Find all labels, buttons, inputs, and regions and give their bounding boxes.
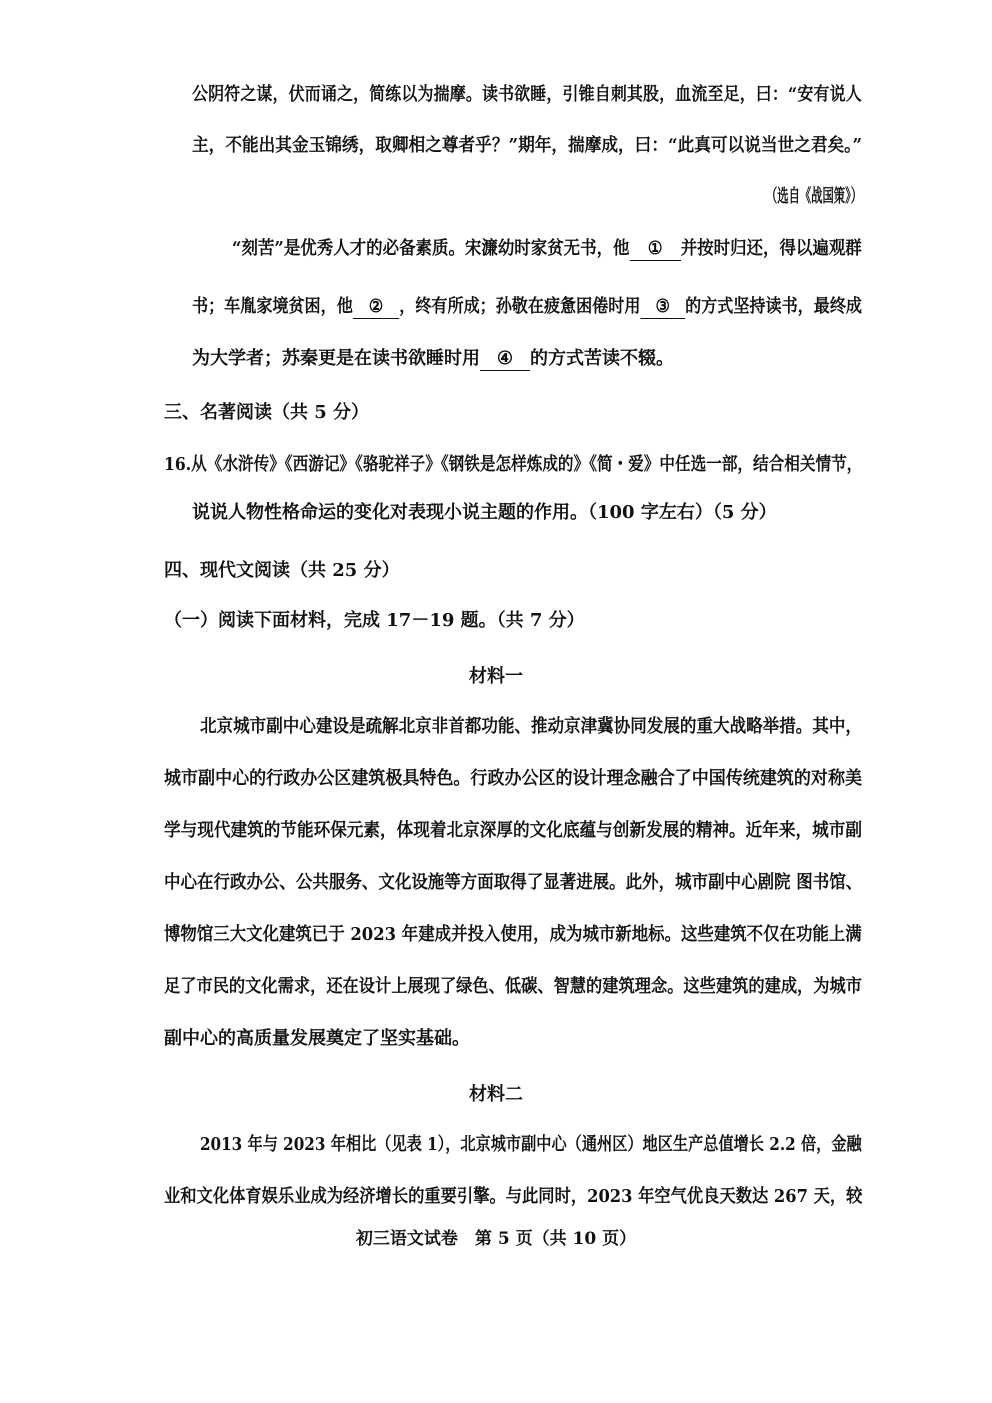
material-2-line: 业和文化体育娱乐业成为经济增长的重要引擎。与此同时，2023 年空气优良天数达 267 天，较: [164, 1186, 863, 1207]
blank-2: ②: [353, 296, 399, 319]
section-4-heading: 四、现代文阅读（共 25 分）: [164, 560, 400, 581]
material-2-line: 2013 年与 2023 年相比（见表 1），北京城市副中心（通州区）地区生产总值增长 2.2 倍，金融: [200, 1134, 862, 1155]
material-1-line: 副中心的高质量发展奠定了坚实基础。: [164, 1028, 470, 1049]
material-1-line: 城市副中心的行政办公区建筑极具特色。行政办公区的设计理念融合了中国传统建筑的对称美: [164, 768, 863, 789]
page-footer: 初三语文试卷 第 5 页（共 10 页）: [355, 1229, 637, 1249]
excerpt-line-1: 公阴符之谋，伏而诵之，简练以为揣摩。读书欲睡，引锥自刺其股，血流至足，曰：“安有说人: [192, 84, 862, 105]
question-16-line-1: 16.从《水浒传》《西游记》《骆驼祥子》《钢铁是怎样炼成的》《简・爱》中任选一部，结合相关情节，: [164, 454, 863, 475]
material-2-title: 材料二: [469, 1084, 523, 1105]
material-1-line: 足了市民的文化需求，还在设计上展现了绿色、低碳、智慧的建筑理念。这些建筑的建成，为城市: [164, 976, 862, 997]
summary-line-3: [192, 346, 674, 372]
summary-text: 的方式坚持读书，最终成: [685, 296, 862, 317]
material-1-line: 北京城市副中心建设是疏解北京非首都功能、推动京津冀协同发展的重大战略举措。其中，: [200, 716, 862, 737]
excerpt-line-2: 主，不能出其金玉锦绣，取卿相之尊者乎？”期年，揣摩成，曰：“此真可以说当世之君矣。”: [192, 135, 863, 156]
summary-line-2: [192, 294, 862, 320]
blank-1: ①: [630, 238, 681, 261]
blank-4: ④: [480, 348, 530, 371]
summary-text: 并按时归还，得以遍观群: [680, 238, 862, 259]
excerpt-source: （选自《战国策》）: [766, 186, 863, 207]
summary-text: 的方式苦读不辍。: [530, 348, 674, 369]
summary-text: “刻苦”是优秀人才的必备素质。宋濂幼时家贫无书，他: [232, 238, 630, 259]
material-1-title: 材料一: [469, 666, 523, 687]
section-4-subheading: （一）阅读下面材料，完成 17－19 题。（共 7 分）: [164, 610, 585, 631]
summary-line-1: [232, 236, 862, 262]
material-1-line: 博物馆三大文化建筑已于 2023 年建成并投入使用，成为城市新地标。这些建筑不仅在功能上满: [164, 924, 862, 945]
summary-text: ，终有所成；孙敬在疲惫困倦时用: [399, 296, 641, 317]
section-3-heading: 三、名著阅读（共 5 分）: [164, 402, 370, 423]
blank-3: ③: [640, 296, 685, 319]
material-1-line: 学与现代建筑的节能环保元素，体现着北京深厚的文化底蕴与创新发展的精神。近年来，城市副: [164, 820, 863, 841]
question-16-line-2: 说说人物性格命运的变化对表现小说主题的作用。（100 字左右）（5 分）: [192, 502, 777, 523]
summary-text: 书；车胤家境贫困，他: [192, 296, 353, 317]
material-1-line: 中心在行政办公、公共服务、文化设施等方面取得了显著进展。此外，城市副中心剧院 图书馆、: [164, 872, 863, 893]
summary-text: 为大学者；苏秦更是在读书欲睡时用: [192, 348, 480, 369]
